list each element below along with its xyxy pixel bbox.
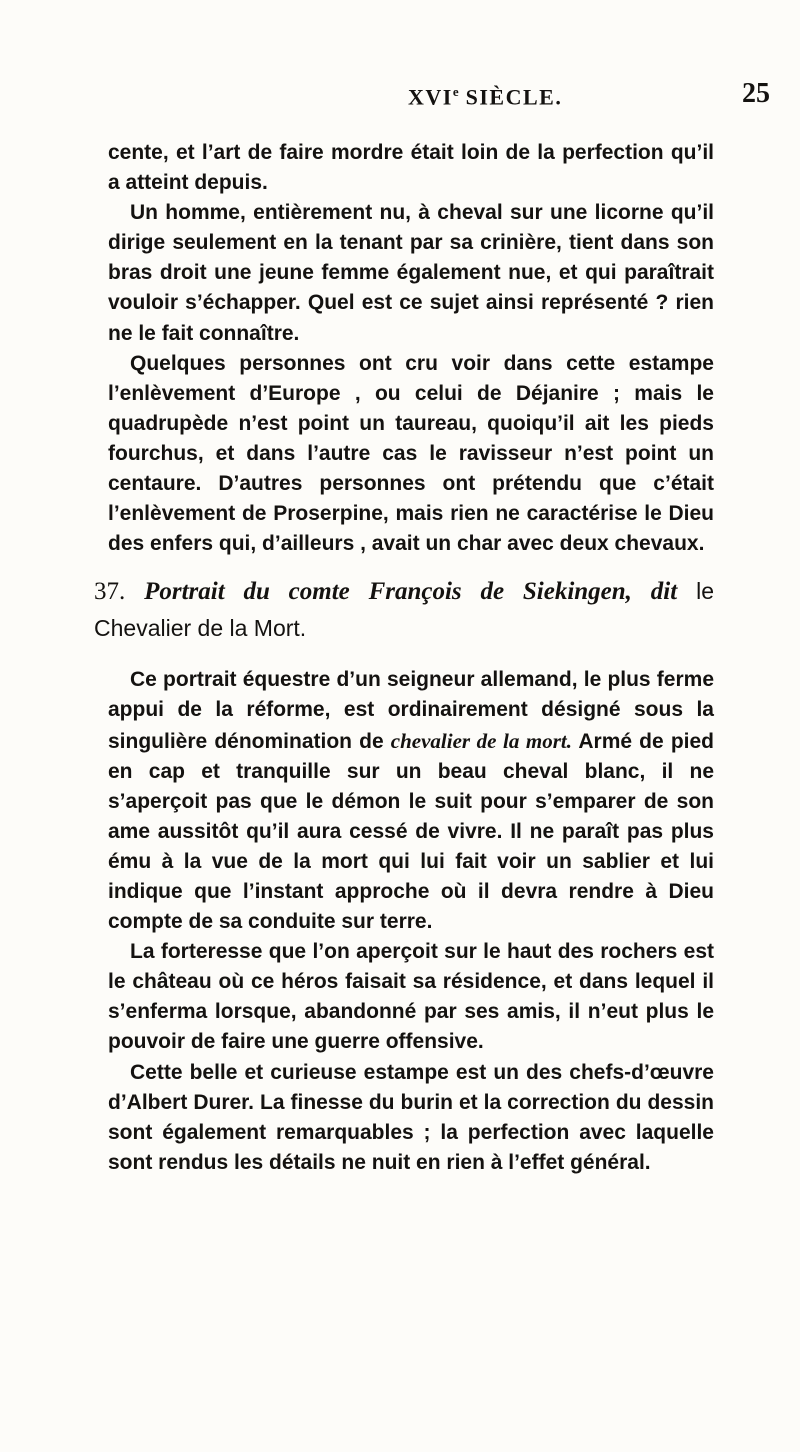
paragraph-fortress: La forteresse que l’on aperçoit sur le haut des rochers est le château où ce héros faisait sa résidence, et dans lequel il s’enferma lorsque, abandonné par ses amis, il n’eut plus le pouvoir de faire une guerre offensive. — [108, 940, 714, 1054]
portrait-text-italic: chevalier de la mort. — [390, 728, 572, 753]
century-numeral: XVI — [408, 84, 453, 110]
portrait-text-start: Ce portrait équestre d’un seigneur allemand, le plus ferme appui de la réforme, est ordinairement désigné sous la singulière dénomination de — [108, 668, 714, 753]
body-text — [94, 138, 715, 1178]
paragraph-continuation: cente, et l’art de faire mordre était loin de la perfection qu’il a atteint depuis. — [108, 141, 714, 195]
running-head — [0, 78, 800, 118]
entry-title-dit: dit — [631, 578, 678, 606]
entry-number: 37. — [94, 578, 126, 606]
entry-title: Portrait du comte François de Siekingen, — [144, 578, 632, 606]
entry-title-rest: le Chevalier de la Mort. — [94, 578, 715, 642]
paragraph-description: Un homme, entièrement nu, à cheval sur une licorne qu’il dirige seulement en la tenant par sa crinière, tient dans son bras droit une jeune femme également nue, et qui paraîtrait vouloir s’échapper. Quel est ce sujet ainsi représenté ? rien ne le fait connaître. — [108, 201, 714, 345]
paragraph-interpretations: Quelques personnes ont cru voir dans cette estampe l’enlèvement d’Europe , ou celui de Déjanire ; mais le quadrupède n’est point un taureau, quoiqu’il ait les pieds fourchus, et dans l’autre cas le ravisseur n’est point un centaure. D’autres personnes ont prétendu que c’était l’enlèvement de Proserpine, mais rien ne caractérise le Dieu des enfers qui, d’ailleurs , avait un char avec deux chevaux. — [108, 351, 714, 556]
catalogue-entry-heading — [94, 573, 714, 647]
paragraph-portrait — [108, 665, 714, 937]
section-word: SIÈCLE. — [465, 84, 563, 110]
paragraph-conclusion: Cette belle et curieuse estampe est un des chefs-d’œuvre d’Albert Durer. La finesse du burin et la correction du dessin sont également remarquables ; la perfection avec laquelle sont rendus les détails ne nuit en rien à l’effet général. — [108, 1060, 714, 1174]
portrait-text-end: Armé de pied en cap et tranquille sur un beau cheval blanc, il ne s’aperçoit pas que le démon le suit pour s’emparer de son ame aussitôt qu’il aura cessé de vivre. Il ne paraît pas plus ému à la vue de la mort qui lui fait voir un sablier et lui indique que l’instant approche où il devra rendre à Dieu compte de sa conduite sur terre. — [108, 729, 714, 934]
century-superscript: e — [452, 84, 459, 99]
running-title — [408, 84, 562, 110]
page-number: 25 — [742, 78, 770, 109]
